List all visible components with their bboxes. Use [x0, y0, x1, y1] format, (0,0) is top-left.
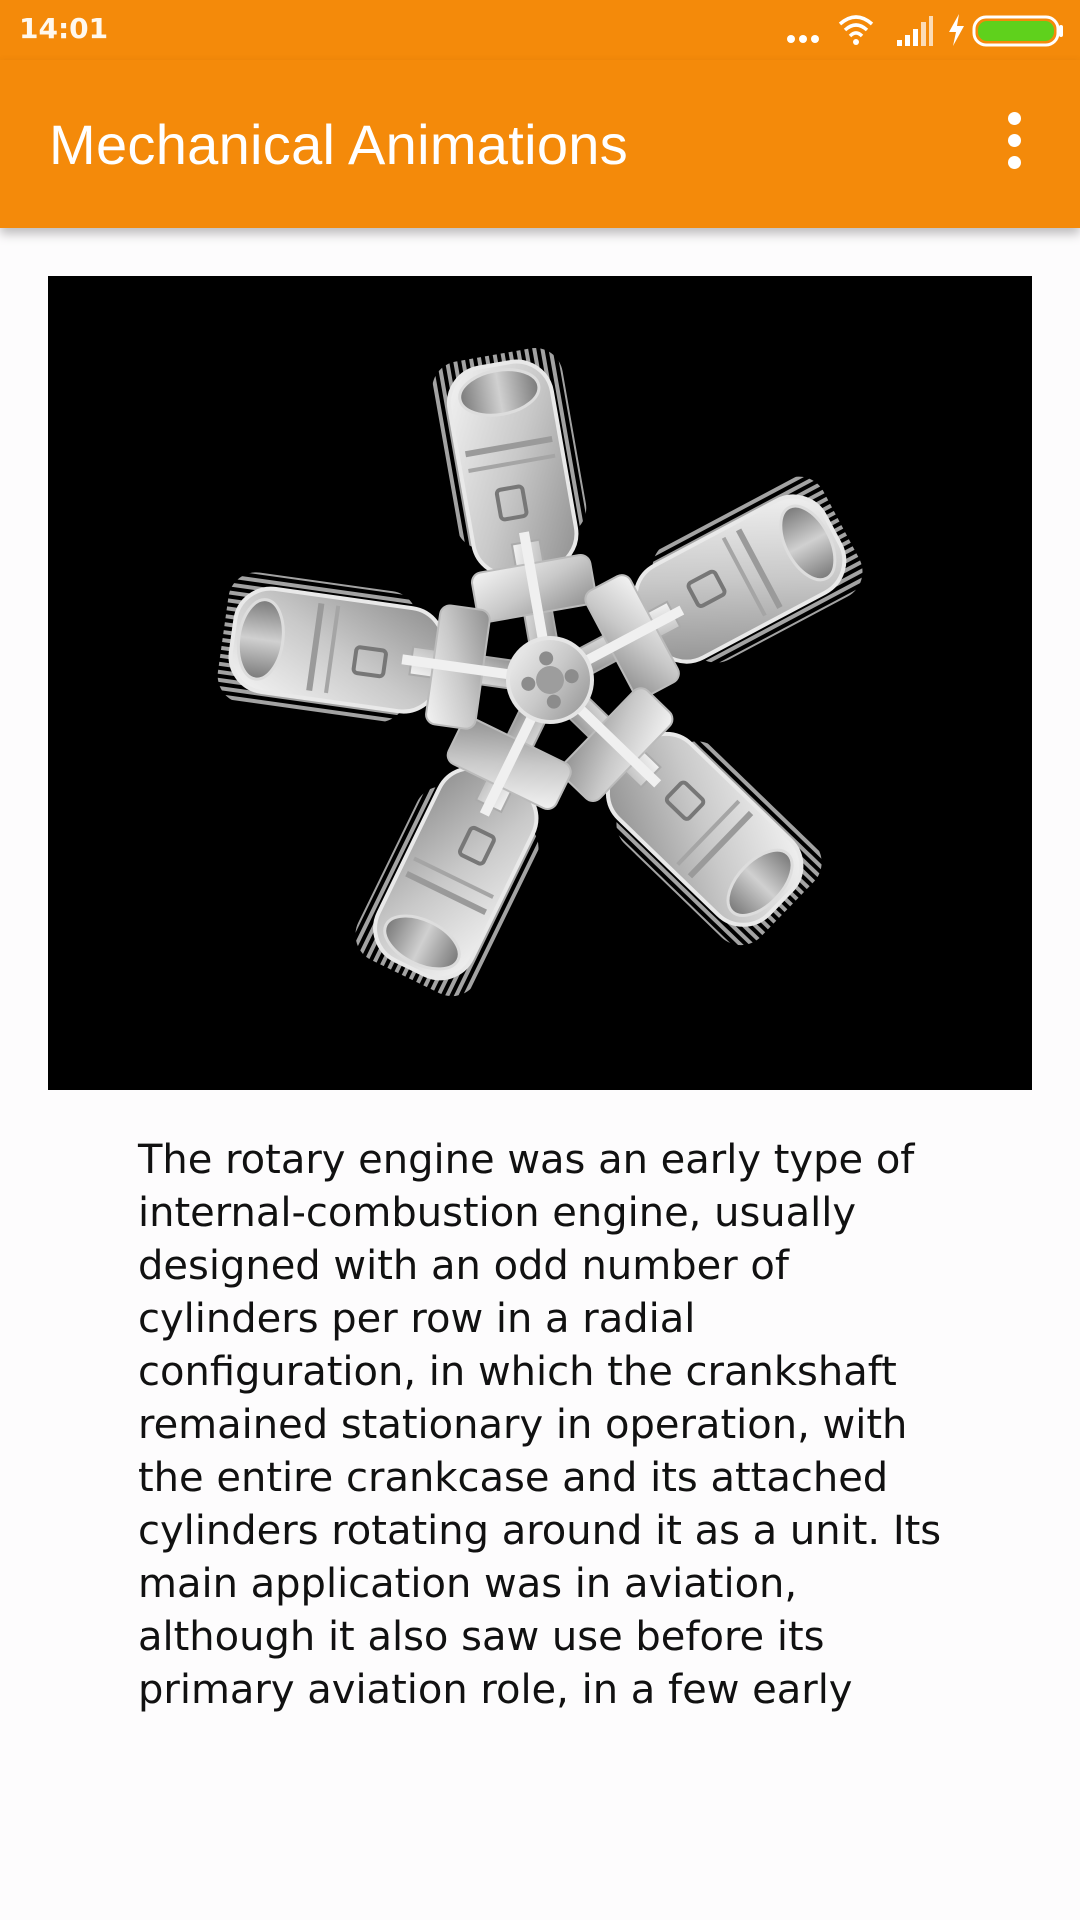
rotary-engine-illustration — [48, 276, 1032, 1090]
engine-description: The rotary engine was an early type of internal-combustion engine, usually designed with an odd number of cylinders per row in a radial configuration, in which the crankshaft remained stationary in operation, with the entire crankcase and its attached cylinders rotating around it as a unit. Its main application was in aviation, although it also saw use before its primary aviation role, in a few early — [138, 1137, 942, 1713]
signal-icon — [894, 10, 934, 50]
engine-animation[interactable] — [48, 276, 1032, 1090]
charging-icon — [944, 10, 968, 50]
overflow-menu-button[interactable] — [990, 112, 1040, 182]
status-time: 14:01 — [19, 12, 109, 45]
more-vert-icon — [1008, 112, 1021, 125]
app-bar — [0, 60, 1080, 228]
more-dots-icon — [786, 10, 820, 50]
wifi-icon — [836, 10, 876, 50]
status-bar — [0, 0, 1080, 60]
page-title: Mechanical Animations — [49, 113, 629, 176]
battery-icon — [970, 10, 1066, 50]
